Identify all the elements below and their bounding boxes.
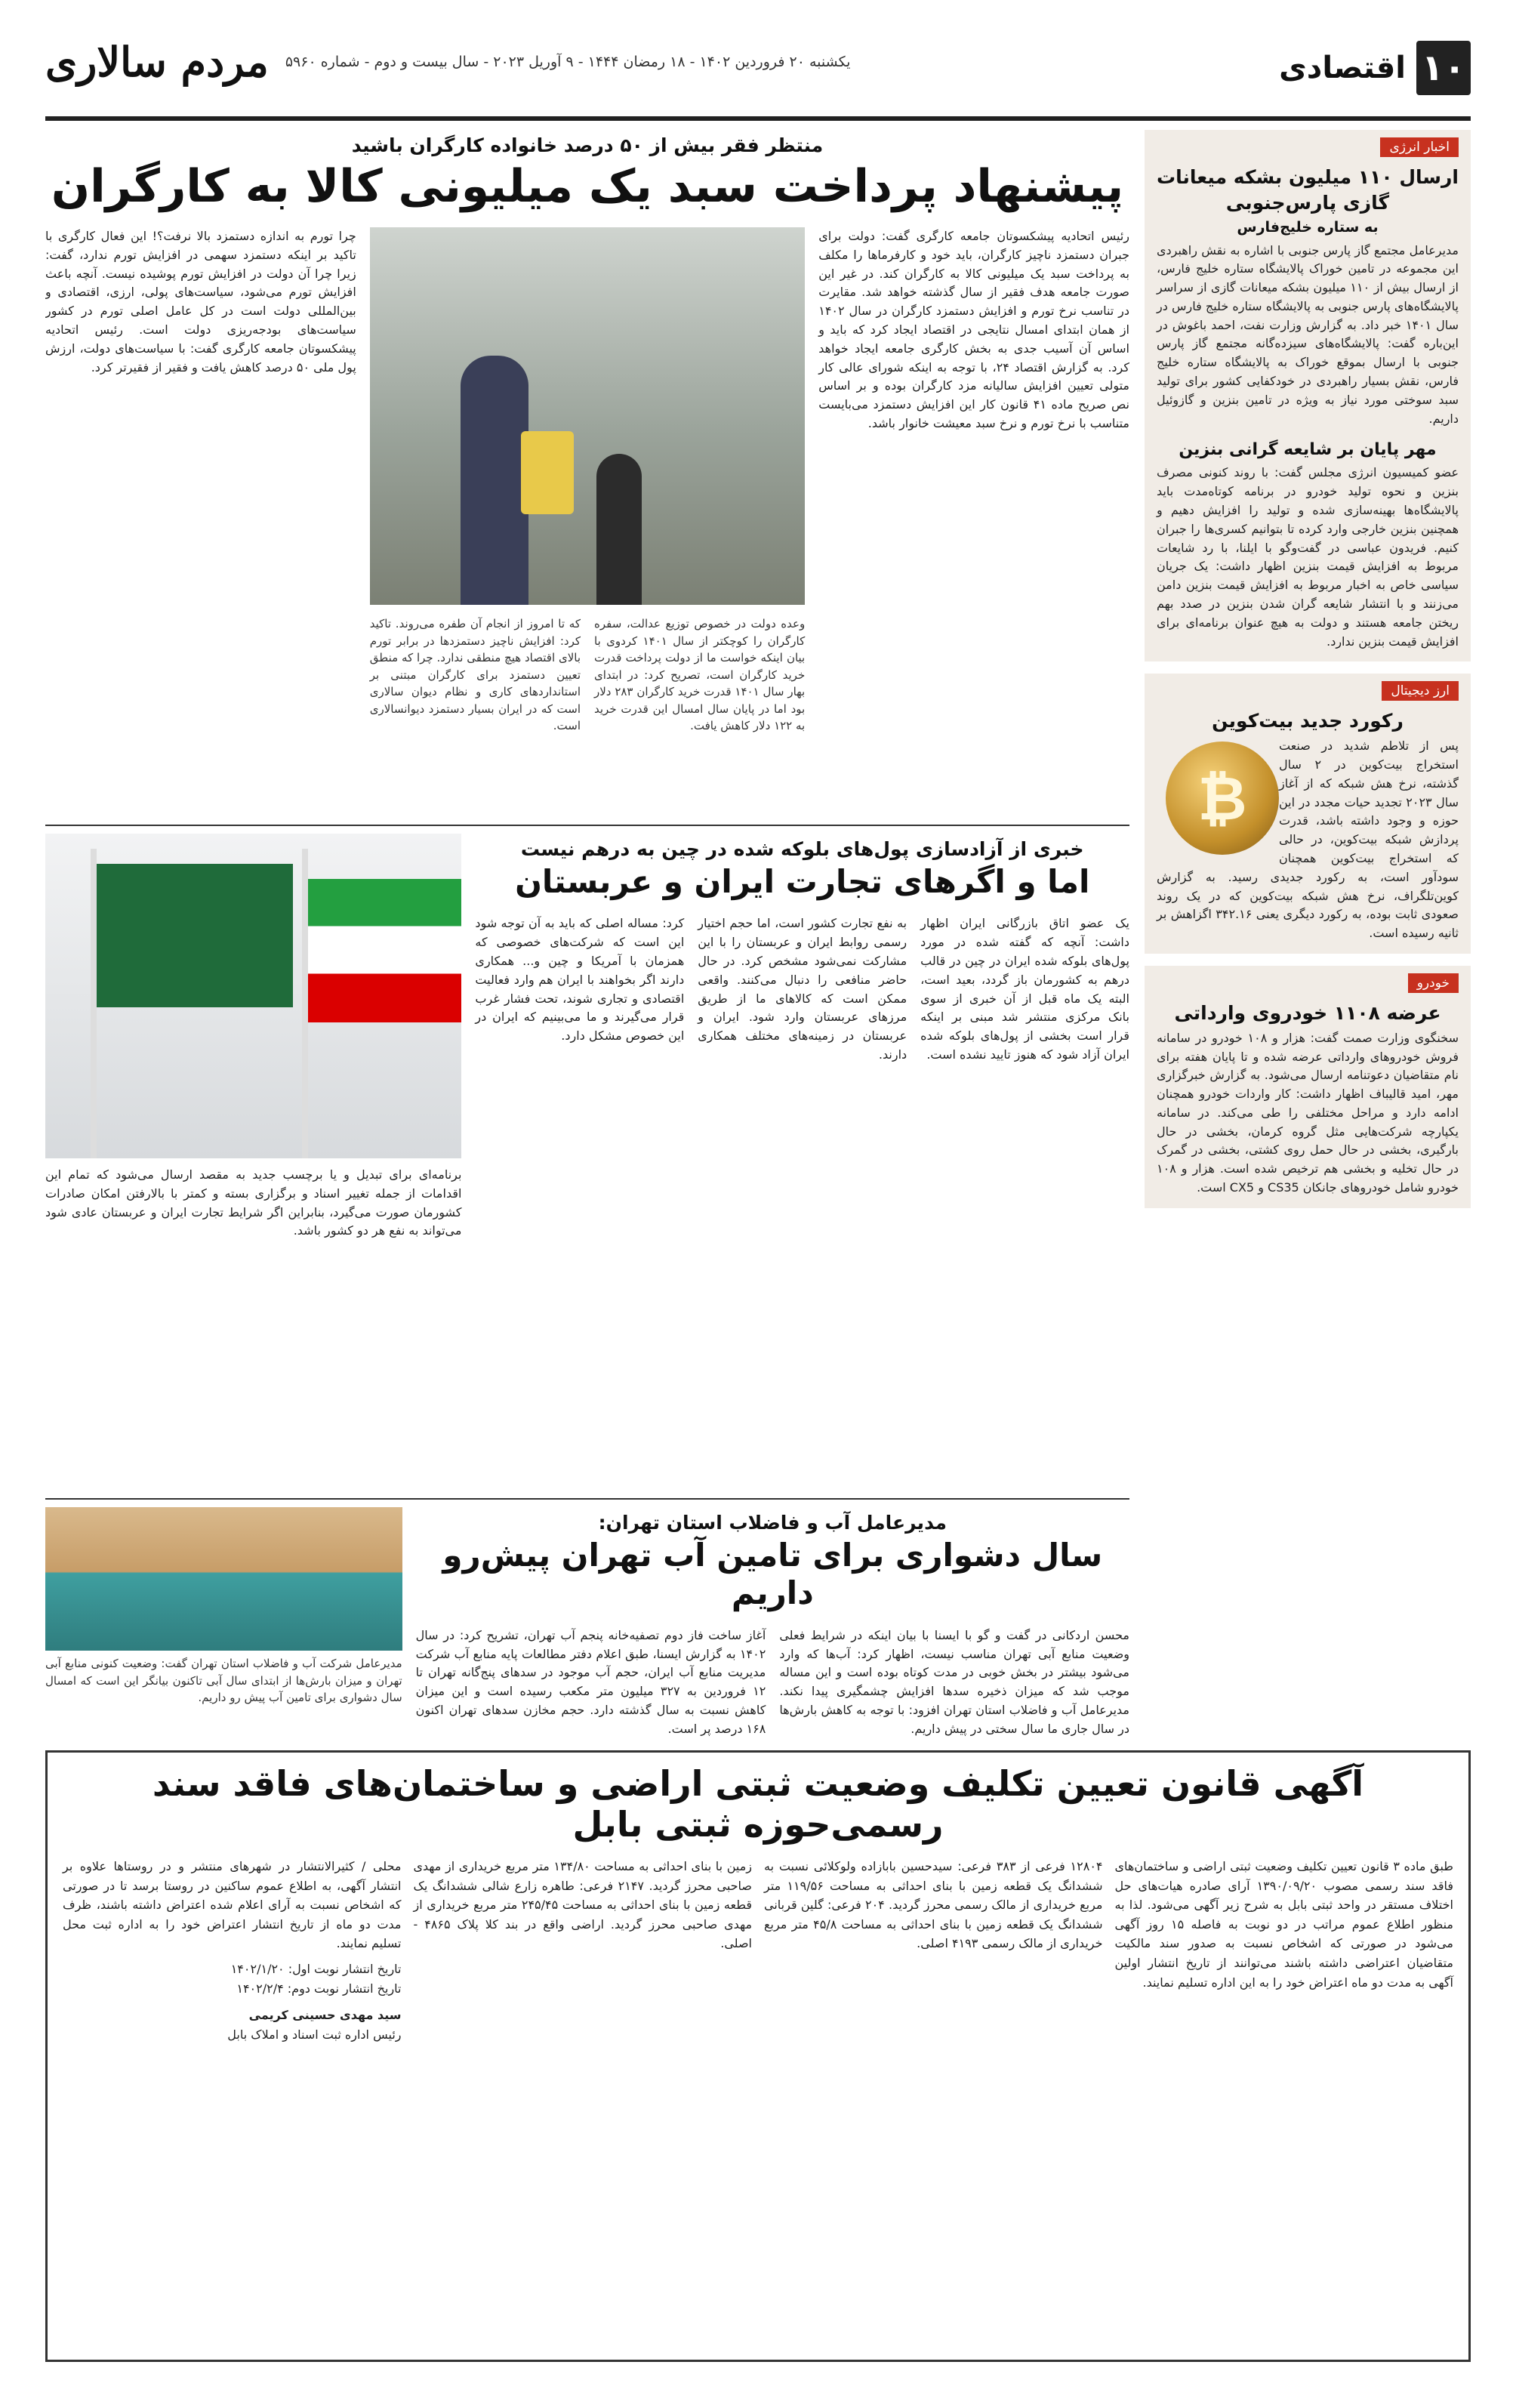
legal-notice-title: آگهی قانون تعیین تکلیف وضعیت ثبتی اراضی و ساختمان‌های فاقد سند رسمی‌حوزه ثبتی بابل <box>152 1763 1364 1845</box>
car-news-block <box>1145 966 1471 1208</box>
article-saudi-col4: برنامه‌ای برای تبدیل و یا برچسب جدید به مقصد ارسال می‌شود که تمام این اقدامات از جمله تغییر اسناد و برگزاری بسته و کمتر با بالارفتن امکان صادرات کشورمان صورت می‌گیرد، بنابراین اگر شرایط تجارت ایران و عربستان عادی شود می‌تواند به نفع هر دو کشور باشد. <box>45 1167 462 1238</box>
worker-figure <box>461 356 528 605</box>
worker-figure-2 <box>596 454 642 605</box>
article-saudi-headline: اما و اگرهای تجارت ایران و عربستان <box>515 863 1090 900</box>
masthead <box>45 33 1471 121</box>
crypto-news-body: پس از تلاطم شدید در صنعت استخراج بیت‌کوین در ۲ سال گذشته، نرخ هش شبکه که از آغاز سال ۲۰۲۳ تجدید حیات مجدد در این حوزه و وجود داشته باشد، قدرت پردازش شبکه بیت‌کوین، در حالی که استخراج بیت‌کوین همچنان سودآور است، به رکورد جدیدی رسید. به گزارش کوین‌تلگراف، نرخ هش شبکه بیت‌کوین که در یک روند صعودی ثابت بوده، به رکورد دیگری یعنی ۳۴۲.۱۶ اگزاهش بر ثانیه رسیده است. <box>1157 738 1459 941</box>
article-water-caption: مدیرعامل شرکت آب و فاضلاب استان تهران گفت: وضعیت کنونی منابع آبی تهران و میزان بارش‌ها از ابتدای سال آبی تاکنون بیانگر این است که امسال سال دشواری برای تامین آب پیش رو داریم. <box>45 1657 402 1704</box>
article-saudi-col1: یک عضو اتاق بازرگانی ایران اظهار داشت: آنچه که گفته شده در مورد پول‌های بلوکه شده ایران در چین در قالب درهم به کشورمان باز گردد، بعید است، البته یک ماه قبل از آن خبری از سوی بانک مرکزی منتشر شد مبنی بر اینکه قرار است بخشی از پول‌های بلوکه شده ایران آزاد شود که هنوز تایید نشده است. <box>920 916 1129 1062</box>
crypto-news-title: رکورد جدید بیت‌کوین <box>1212 710 1404 732</box>
page-header-left <box>45 38 850 86</box>
legal-notice-signature-name: سید مهدی حسینی کریمی <box>248 2008 402 2023</box>
workers-photo <box>370 227 805 605</box>
article-saudi <box>45 826 1129 1500</box>
article-workers-col1: رئیس اتحادیه پیشکسوتان جامعه کارگری گفت: دولت برای جبران دستمزد ناچیز کارگران، باید خود و کارفرماها را مکلف به پرداخت سبد یک میلیونی کالا به کارگران کند. در غیر این صورت جامعه هدف فقیر از سال گذشته خواهد شد. مقایرت در تناسب نرخ تورم و افزایش دستمزد کارگران در سال ۱۴۰۲ از همان ابتدای امسال نتایجی در اقتصاد ایجاد کرد که باید و اساس آن آسیب جدی به بخش کارگری جامعه ایجاد خواهد کرد. به گزارش اقتصاد ۲۴، با توجه به اینکه شورای عالی کار متولی تعیین افزایش سالیانه مزد کارگران بوده و بر اساس نص صریح ماده ۴۱ قانون کار این افزایش دستمزد می‌بایست متناسب با نرخ تورم و نرخ سبد معیشت خانوار باشد. <box>818 229 1129 430</box>
dateline: یکشنبه ۲۰ فروردین ۱۴۰۲ - ۱۸ رمضان ۱۴۴۴ - ۹ آوریل ۲۰۲۳ - سال بیست و دوم - شماره ۵۹۶۰ <box>285 54 851 70</box>
page-number: ۱۰ <box>1416 41 1471 95</box>
legal-notice-date1: تاریخ انتشار نوبت اول: ۱۴۰۲/۱/۲۰ <box>230 1961 402 1976</box>
article-workers <box>45 130 1129 826</box>
energy-news-title: ارسال ۱۱۰ میلیون بشکه میعانات گازی پارس‌جنوبی <box>1157 166 1459 214</box>
sidebar <box>1145 130 1471 1195</box>
article-water-kicker: مدیرعامل آب و فاضلاب استان تهران: <box>598 1512 947 1534</box>
legal-notice-col2: ۱۲۸۰۴ فرعی از ۳۸۳ فرعی: سیدحسین بابازاده ولوکلائی نسبت به ششدانگ یک قطعه زمین با بنای احداثی به مساحت ۱۱۹/۵۶ متر مربع خریداری از مالک رسمی محرز گردید. ۲۰۴ فرعی: گلین قربانی ششدانگ یک قطعه زمین با بنای احداثی به مساحت ۴۵/۸ متر مربع خریداری از مالک رسمی ۴۱۹۳ اصلی. <box>764 1859 1103 1951</box>
article-workers-headline: پیشنهاد پرداخت سبد یک میلیونی کالا به کارگران <box>51 160 1124 213</box>
energy-news-block <box>1145 130 1471 661</box>
page-header-right <box>1279 41 1471 95</box>
legal-notice-col4: محلی / کثیرالانتشار در شهرهای منتشر و در روستاها علاوه بر انتشار آگهی، به اطلاع عموم ساکنین در روستا برسد تا در صورتی که اشخاص نسبت به آرای اعلام شده اعتراض داشته باشند، ظرف مدت دو ماه از تاریخ انتشار اعتراض خود را به اداره ثبت محل تسلیم نمایند. <box>63 1859 402 1951</box>
article-workers-col2: چرا تورم به اندازه دستمزد بالا نرفت؟! این فعال کارگری با تاکید بر اینکه دستمزد سهمی در افزایش تورم ندارد، گفت: زیرا چرا آن دولت در افزایش تورم پوشیده نیست. آنچه باعث افزایش تورم می‌شود، سیاست‌های پولی، ارزی، اقتصادی و بین‌المللی دولت است در کل عامل اصلی تورم در کشور سیاست‌های بودجه‌ریزی دولت است. رئیس اتحادیه پیشکسوتان جامعه کارگری گفت: با سیاست‌های دولت، ارزش پول ملی ۵۰ درصد کاهش یافت و فقیر از فقیرتر کرد. <box>45 229 356 375</box>
article-water-col1: محسن اردکانی در گفت و گو با ایسنا با بیان اینکه در شرایط فعلی وضعیت منابع آبی تهران مناسب نیست، اظهار کرد: آب‌ها که وارد می‌شود بیشتر در بخش خوبی در مدت کوتاه بوده است و این مساله موجب شد که میزان ذخیره سدها افزایش چشمگیری پیدا نکند. مدیرعامل آب و فاضلاب استان تهران افزود: با توجه به کاهش بارش‌ها در سال جاری ما سال سختی در پیش داریم. <box>779 1627 1129 1736</box>
main-content <box>45 130 1129 1756</box>
article-workers-caption1: وعده دولت در خصوص توزیع عدالت، سفره کارگران را کوچکتر از سال ۱۴۰۱ کردوی با بیان اینکه خواست ما از دولت پرداخت قدرت خرید کارگران است، تصریح کرد: در ابتدای بهار سال ۱۴۰۱ قدرت خرید کارگران ۲۸۳ دلار بود اما در پایان سال امسال این قدرت خرید به ۱۲۲ دلار کاهش یافت. <box>594 617 806 732</box>
dam-photo <box>45 1507 402 1651</box>
section-title: اقتصادی <box>1279 51 1406 85</box>
article-water-col2: آغاز ساخت فاز دوم تصفیه‌خانه پنجم آب تهران، تشریح کرد: در سال ۱۴۰۲ به گزارش ایسنا، طبق اعلام دفتر مطالعات پایه منابع آب شرکت مدیریت منابع آب ایران، حجم آب موجود در سدهای پنج‌گانه تهران تا ۱۲ فروردین به ۳۲۷ میلیون متر مکعب رسیده است و این میزان کاهش نسبت به سال گذشته دارد. حجم مخازن سدهای تهران اکنون ۱۶۸ درصد پر است. <box>415 1627 766 1736</box>
car-news-tag: خودرو <box>1408 973 1459 993</box>
article-saudi-kicker: خبری از آزادسازی پول‌های بلوکه شده در چین به درهم نیست <box>520 838 1084 860</box>
energy-news-tag: اخبار انرژی <box>1380 137 1459 157</box>
legal-notice-signature-title: رئیس اداره ثبت اسناد و املاک بابل <box>227 2027 402 2042</box>
car-news-body: سخنگوی وزارت صمت گفت: هزار و ۱۰۸ خودرو در سامانه فروش خودروهای وارداتی عرضه شده و تا پایان هفته برای نام متقاضیان دعوتنامه ارسال می‌شود. به گزارش خبرگزاری مهر، امید قالیباف اظهار داشت: کار واردات خودرو همچنان ادامه دارد و مراحل مختلفی را طی می‌کند. در سامانه یکپارچه شرکت‌هایی مثل گروه کرمان، بخشی در حال بارگیری، بخشی در حال حمل روی کشتی، بخشی در گمرک در حال تخلیه و بخشی هم ترخیص شده است. هزار و ۱۰۸ خودرو شامل خودروهای جانکان CS35 و CX5 است. <box>1157 1030 1459 1195</box>
article-water <box>45 1500 1129 1756</box>
iran-flag-icon <box>308 879 461 1022</box>
paper-name: مردم سالاری <box>45 38 269 86</box>
car-news-title: عرضه ۱۱۰۸ خودروی وارداتی <box>1174 1001 1441 1024</box>
crypto-news-tag: ارز دیجیتال <box>1382 681 1459 701</box>
legal-notice-col1: طبق ماده ۳ قانون تعیین تکلیف وضعیت ثبتی اراضی و ساختمان‌های فاقد سند رسمی مصوب ۱۳۹۰/۰۹/۲۰ آرای صادره هیات‌های حل اختلاف مستقر در واحد ثبتی بابل به شرح زیر آگهی می‌شود. لذا به منظور اطلاع عموم مراتب در دو نوبت به فاصله ۱۵ روز آگهی می‌شود در صورتی که اشخاص نسبت به صدور سند مالکیت متقاضیان اعتراضی داشته باشند می‌توانند از تاریخ انتشار اولین آگهی به مدت دو ماه اعتراض خود را به این اداره تسلیم نمایند. <box>1114 1859 1454 1990</box>
gasoline-news-title: مهر پایان بر شایعه گرانی بنزین <box>1179 440 1437 460</box>
shopping-bag-icon <box>521 431 574 514</box>
article-workers-kicker: منتظر فقر بیش از ۵۰ درصد خانواده کارگران باشید <box>351 134 824 156</box>
article-water-headline: سال دشواری برای تامین آب تهران پیش‌رو داریم <box>442 1537 1103 1612</box>
crypto-news-block <box>1145 674 1471 954</box>
legal-notice-col3: زمین با بنای احداثی به مساحت ۱۳۴/۸۰ متر مربع خریداری از مهدی صاحبی محرز گردید. ۲۱۴۷ فرعی: طاهره زارع شالی ششدانگ یک قطعه زمین با بنای احداثی به مساحت ۲۴۵/۴۵ متر مربع خریداری از مهدی صاحبی محرز گردید. اراضی واقع در بند کلا پلاک ۴۸۶۵ - اصلی. <box>413 1859 753 1951</box>
legal-notice-ad <box>45 1750 1471 2362</box>
bitcoin-icon: ₿ <box>1166 742 1279 855</box>
article-workers-caption2: که تا امروز از انجام آن طفره می‌روند. تاکید کرد: افزایش ناچیز دستمزدها در برابر تورم بالای اقتصاد هیچ منطقی ندارد. چرا که منطق تعیین دستمزد برای کارگران مبتنی بر استانداردهای کاری و نظام دیوان سالاری است که در ایران بسیار دستمزد دیوانسالاری است. <box>369 617 581 732</box>
flags-photo <box>45 834 461 1158</box>
saudi-flag-icon <box>97 864 293 1007</box>
energy-news-body: مدیرعامل مجتمع گاز پارس جنوبی با اشاره به نقش راهبردی این مجموعه در تامین خوراک پالایشگاه ستاره خلیج فارس، از ارسال بیش از ۱۱۰ میلیون بشکه میعانات گازی از سراسر پالایشگاه‌های پارس جنوبی به پالایشگاه ستاره خلیج فارس در سال ۱۴۰۱ خبر داد. به گزارش وزارت نفت، احمد باغوش در این‌باره گفت: پالایشگاه‌های سیزده‌گانه مجتمع گاز پارس جنوبی با ارسال بموقع خوراک به پالایشگاه ستاره خلیج فارس، نقش بسیار راهبردی در خودکفایی کشور برای تولید سبد سوختی مورد نیاز به ویژه در تامین بنزین و گازوئیل داریم. <box>1157 242 1459 426</box>
article-saudi-col3: کرد: مساله اصلی که باید به آن توجه شود این است که شرکت‌های خصوصی که همزمان با آمریکا و چین و... همکاری دارند اگر بخواهند با ایران هم وارد فعالیت اقتصادی و تجاری شوند، تحت فشار غرب قرار می‌گیرند و ما می‌بینیم که ایران در این خصوص مشکل دارد. <box>475 916 685 1044</box>
gasoline-news-body: عضو کمیسیون انرژی مجلس گفت: با روند کنونی مصرف بنزین و نحوه تولید خودرو در برنامه کوتاه‌مدت باید پالایشگاه‌ها بهینه‌سازی شده و تولید را افزایش دهیم و همچنین بنزین خارجی وارد کرده تا بتوانیم کسری‌ها را جبران کنیم. فریدون عباسی در گفت‌وگو با ایلنا، با رد شایعات مربوط به افزایش قیمت بنزین اظهار داشت: یک جریان سیاسی خاص به اخبار مربوط به افزایش قیمت بنزین دامن می‌زنند و با انتشار شایعه گران شدن بنزین در صدد بهم ریختن جامعه هستند و دولت به هیچ عنوان برنامه‌ای برای افزایش قیمت بنزین ندارد. <box>1157 465 1459 649</box>
article-saudi-col2: به نفع تجارت کشور است، اما حجم اختیار رسمی روابط ایران و عربستان را با این مشارکت نمی‌شود مشخص کرد. در حال حاضر منافعی را دنبال می‌کنند. واقعی ممکن است که کالاهای ما از طریق مرزهای عربستان وارد شود. ایران و عربستان در زمینه‌های مختلف همکاری دارند. <box>698 916 907 1062</box>
energy-news-subtitle: به ستاره خلیج‌فارس <box>1237 218 1379 236</box>
legal-notice-date2: تاریخ انتشار نوبت دوم: ۱۴۰۲/۲/۴ <box>236 1981 402 1996</box>
